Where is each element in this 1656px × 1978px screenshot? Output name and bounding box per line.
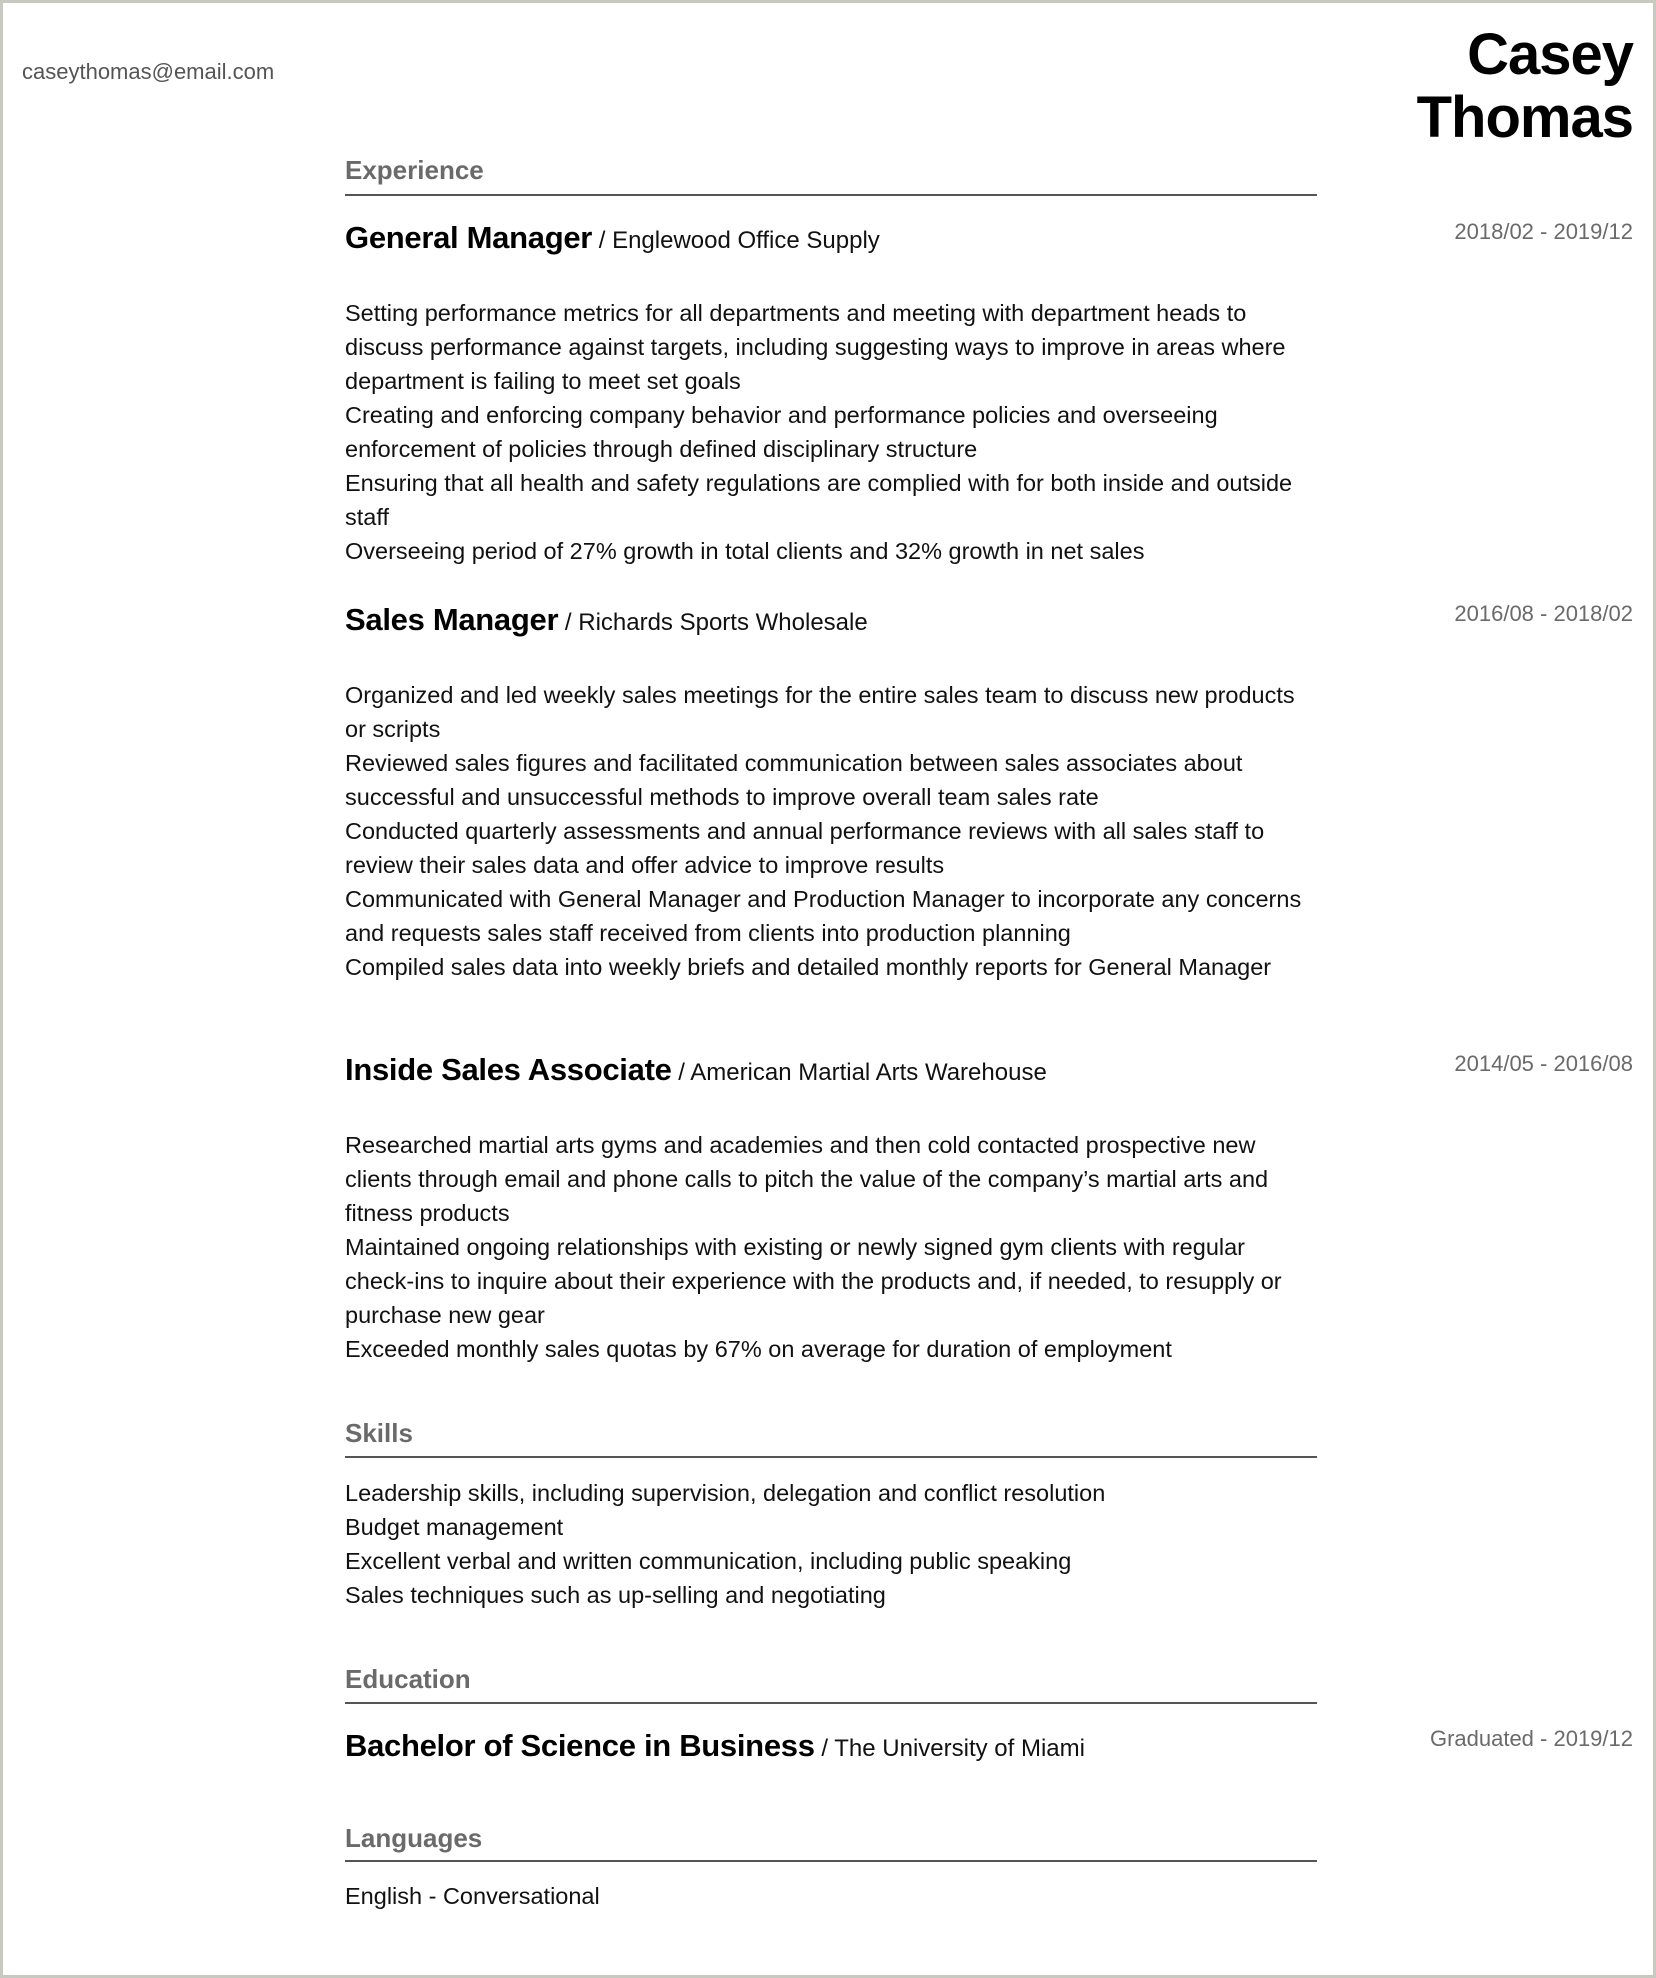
last-name: Thomas xyxy=(1416,85,1633,150)
languages-list xyxy=(345,1879,1317,1913)
job-bullet: Exceeded monthly sales quotas by 67% on average for duration of employment xyxy=(345,1336,1172,1362)
education-header xyxy=(345,1729,1317,1766)
skill-item: Budget management xyxy=(345,1514,564,1540)
education-divider xyxy=(345,1702,1317,1704)
contact-email: caseythomas@email.com xyxy=(22,59,275,84)
job-header xyxy=(345,221,1317,258)
job-title: Sales Manager xyxy=(345,602,559,637)
job-bullet: Researched martial arts gyms and academies and then cold contacted prospective new clients through email and phone calls to pitch the value of the company’s martial arts and fitness products xyxy=(345,1132,1269,1226)
job-bullet: Setting performance metrics for all departments and meeting with department heads to discuss performance against targets, including suggesting ways to improve in areas where department is failing to meet set goals xyxy=(345,300,1286,394)
skill-item: Excellent verbal and written communication, including public speaking xyxy=(345,1548,1072,1574)
job-bullets xyxy=(345,678,1317,984)
candidate-name xyxy=(1417,23,1633,149)
languages-heading: Languages xyxy=(345,1823,483,1853)
education-separator: / xyxy=(821,1735,828,1762)
education-heading: Education xyxy=(345,1664,471,1694)
school-name: The University of Miami xyxy=(834,1735,1085,1762)
job-entry xyxy=(345,603,1317,984)
job-header xyxy=(345,1053,1317,1090)
job-bullet: Communicated with General Manager and Production Manager to incorporate any concerns and requests sales staff received from clients into production planning xyxy=(345,886,1302,946)
skill-item: Leadership skills, including supervision, delegation and conflict resolution xyxy=(345,1480,1106,1506)
job-bullet: Reviewed sales figures and facilitated communication between sales associates about successful and unsuccessful methods to improve overall team sales rate xyxy=(345,750,1243,810)
language-item: English - Conversational xyxy=(345,1883,600,1909)
job-bullets xyxy=(345,296,1317,568)
job-dates: 2018/02 - 2019/12 xyxy=(1454,219,1633,244)
skills-heading: Skills xyxy=(345,1418,413,1448)
education-entry xyxy=(345,1729,1317,1766)
job-company: American Martial Arts Warehouse xyxy=(690,1059,1047,1086)
job-entry xyxy=(345,1053,1317,1366)
experience-heading: Experience xyxy=(345,155,484,185)
job-bullet: Ensuring that all health and safety regulations are complied with for both inside and outside staff xyxy=(345,470,1293,530)
job-title: Inside Sales Associate xyxy=(345,1052,672,1087)
skills-list xyxy=(345,1476,1317,1612)
skill-item: Sales techniques such as up-selling and negotiating xyxy=(345,1582,886,1608)
job-bullet: Creating and enforcing company behavior and performance policies and overseeing enforcement of policies through defined disciplinary structure xyxy=(345,402,1218,462)
job-bullet: Compiled sales data into weekly briefs and detailed monthly reports for General Manager xyxy=(345,954,1272,980)
job-company: Englewood Office Supply xyxy=(612,227,880,254)
job-bullet: Organized and led weekly sales meetings for the entire sales team to discuss new products or scripts xyxy=(345,682,1295,742)
job-separator: / xyxy=(598,227,606,254)
education-dates: Graduated - 2019/12 xyxy=(1429,1726,1633,1751)
job-bullet: Overseeing period of 27% growth in total clients and 32% growth in net sales xyxy=(345,538,1145,564)
job-company: Richards Sports Wholesale xyxy=(578,609,868,636)
job-dates: 2014/05 - 2016/08 xyxy=(1454,1051,1633,1076)
skills-list-wrap xyxy=(345,1476,1317,1612)
job-separator: / xyxy=(564,609,572,636)
languages-list-wrap xyxy=(345,1879,1317,1913)
job-header xyxy=(345,603,1317,640)
skills-divider xyxy=(345,1456,1317,1458)
job-title: General Manager xyxy=(345,220,593,255)
job-bullet: Conducted quarterly assessments and annual performance reviews with all sales staff to review their sales data and offer advice to improve results xyxy=(345,818,1265,878)
job-bullet: Maintained ongoing relationships with existing or newly signed gym clients with regular check-ins to inquire about their experience with the products and, if needed, to resupply or purchase new gear xyxy=(345,1234,1282,1328)
job-dates: 2016/08 - 2018/02 xyxy=(1454,601,1633,626)
experience-divider xyxy=(345,194,1317,196)
first-name: Casey xyxy=(1467,22,1633,87)
job-separator: / xyxy=(678,1059,685,1086)
degree-title: Bachelor of Science in Business xyxy=(345,1728,815,1763)
job-entry xyxy=(345,221,1317,568)
job-bullets xyxy=(345,1128,1317,1366)
languages-divider xyxy=(345,1860,1317,1862)
